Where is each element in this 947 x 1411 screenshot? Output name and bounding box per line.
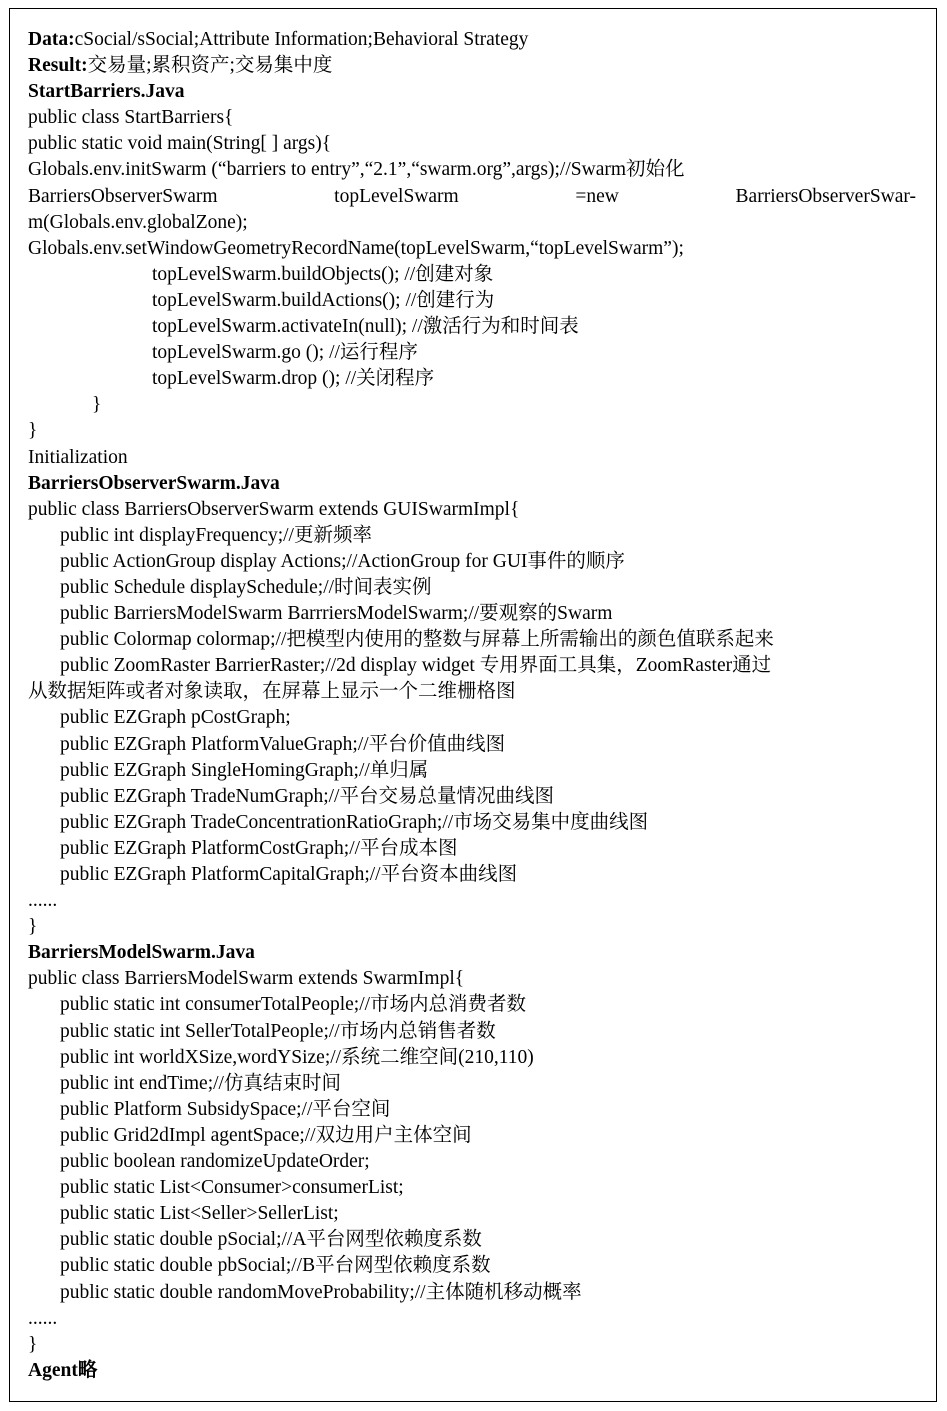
code-line-justified [28,184,916,210]
code-line: m(Globals.env.globalZone); [28,211,248,233]
code-line: public Grid2dImpl agentSpace;//双边用户主体空间 [60,1124,472,1146]
ellipsis: ...... [28,1307,58,1329]
code-line: public static int consumerTotalPeople;//市场内总消费者数 [60,994,527,1016]
code-line: public EZGraph pCostGraph; [60,707,291,729]
code-line: public Platform SubsidySpace;//平台空间 [60,1098,391,1120]
code-line: public int endTime;//仿真结束时间 [60,1072,341,1094]
model-file-title: BarriersModelSwarm.Java [28,942,255,964]
code-line: public EZGraph PlatformCostGraph;//平台成本图 [60,837,458,859]
data-label: Data: [28,29,75,50]
code-line: public int displayFrequency;//更新频率 [60,524,372,546]
code-line: public static double randomMoveProbability;//主体随机移动概率 [60,1281,582,1303]
agent-label: Agent略 [28,1359,98,1381]
code-line: Globals.env.initSwarm (“barriers to entry”,“2.1”,“swarm.org”,args);//Swarm初始化 [28,159,685,181]
code-line: topLevelSwarm.buildObjects(); //创建对象 [152,263,494,285]
code-line: public EZGraph SingleHomingGraph;//单归属 [60,759,429,781]
code-line: public static List<Consumer>consumerList; [60,1177,404,1199]
start-file-title: StartBarriers.Java [28,81,185,103]
code-line: public BarriersModelSwarm BarrriersModelSwarm;//要观察的Swarm [60,603,613,625]
code-line: public EZGraph TradeNumGraph;//平台交易总量情况曲线图 [60,785,554,807]
close-brace: } [28,420,38,442]
code-line: Globals.env.setWindowGeometryRecordName(topLevelSwarm,“topLevelSwarm”); [28,237,684,259]
result-line [28,53,916,79]
code-line: public ZoomRaster BarrierRaster;//2d display widget 专用界面工具集，ZoomRaster通过 [60,655,772,677]
code-line: public EZGraph TradeConcentrationRatioGraph;//市场交易集中度曲线图 [60,811,649,833]
code-line: public class StartBarriers{ [28,107,234,129]
code-line: public EZGraph PlatformValueGraph;//平台价值曲线图 [60,733,506,755]
code-line: topLevelSwarm.drop (); //关闭程序 [152,368,435,390]
code-line-wrap: 从数据矩阵或者对象读取，在屏幕上显示一个二维栅格图 [28,681,516,703]
data-line [28,27,916,53]
algorithm-box [9,8,937,1402]
data-text: cSocial/sSocial;Attribute Information;Behavioral Strategy [74,29,529,50]
code-line: public static List<Seller>SellerList; [60,1203,339,1225]
close-brace: } [92,394,102,416]
code-token: BarriersObserverSwar- [735,185,916,207]
code-line: public Colormap colormap;//把模型内使用的整数与屏幕上所需输出的颜色值联系起来 [60,629,774,651]
initialization-label: Initialization [28,446,128,468]
code-line: topLevelSwarm.go (); //运行程序 [152,342,418,364]
code-token: topLevelSwarm [334,185,459,207]
code-line: public int worldXSize,wordYSize;//系统二维空间(210,110) [60,1046,534,1068]
code-line: public static double pSocial;//A平台网型依赖度系数 [60,1229,482,1251]
code-token: =new [575,185,619,207]
result-text: 交易量;累积资产;交易集中度 [87,55,333,77]
close-brace: } [28,916,38,938]
code-line: topLevelSwarm.activateIn(null); //激活行为和时间表 [152,316,579,338]
code-line: public static double pbSocial;//B平台网型依赖度系数 [60,1255,491,1277]
code-line: public class BarriersModelSwarm extends SwarmImpl{ [28,968,465,990]
ellipsis: ...... [28,890,58,912]
code-line: topLevelSwarm.buildActions(); //创建行为 [152,289,495,311]
result-label: Result: [28,55,88,77]
code-line: public EZGraph PlatformCapitalGraph;//平台资本曲线图 [60,864,518,885]
code-line: public static void main(String[ ] args){ [28,133,332,155]
code-line: public Schedule displaySchedule;//时间表实例 [60,576,432,598]
observer-file-title: BarriersObserverSwarm.Java [28,472,280,494]
code-line: public class BarriersObserverSwarm extends GUISwarmImpl{ [28,498,520,520]
code-line: public boolean randomizeUpdateOrder; [60,1151,370,1173]
close-brace: } [28,1333,38,1355]
code-token: BarriersObserverSwarm [28,185,218,207]
code-line: public ActionGroup display Actions;//ActionGroup for GUI事件的顺序 [60,550,625,572]
code-line: public static int SellerTotalPeople;//市场内总销售者数 [60,1020,496,1042]
